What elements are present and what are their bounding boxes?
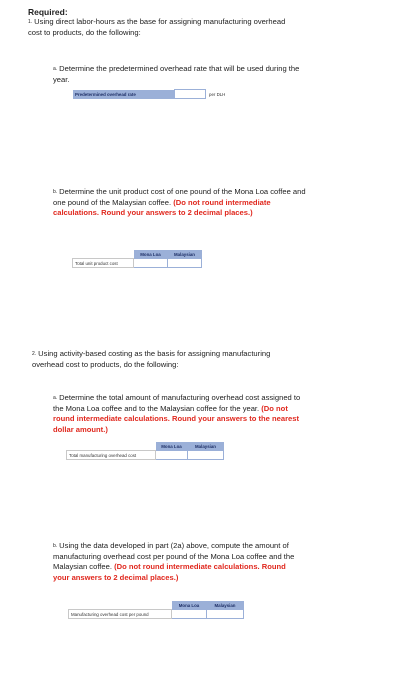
question-2a [53, 393, 303, 435]
overhead-total-mona-loa-input[interactable] [156, 451, 188, 460]
question-2a-note: (Do not round intermediate calculations. Round your answers to the nearest dollar amount.) [53, 403, 300, 434]
question-2b-text: Using the data developed in part (2a) above, compute the amount of manufacturing overhead cost per pound of the Mona Loa coffee and the Malaysian coffee. [53, 541, 295, 571]
unit-cost-table [72, 250, 202, 268]
overhead-total-malaysian-input[interactable] [188, 451, 224, 460]
overhead-per-pound-col-malaysian: Malaysian [207, 601, 244, 610]
question-1b [53, 187, 308, 219]
question-2a-number: a. [53, 395, 58, 401]
question-2a-text: Determine the total amount of manufacturing overhead cost assigned to the Mona Loa coffee and to the Malaysian coffee for the year. [53, 393, 301, 413]
question-1 [28, 17, 293, 38]
overhead-per-pound-mona-loa-input[interactable] [172, 610, 207, 619]
overhead-total-col-malaysian: Malaysian [188, 442, 224, 451]
rate-table [73, 89, 227, 99]
unit-cost-mona-loa-input[interactable] [134, 259, 168, 268]
rate-unit: per DLH [209, 91, 226, 97]
question-1b-note: (Do not round intermediate calculations. Round your answers to 2 decimal places.) [53, 197, 271, 217]
unit-cost-malaysian-input[interactable] [168, 259, 202, 268]
question-1-number: 1. [28, 19, 33, 25]
overhead-per-pound-malaysian-input[interactable] [207, 610, 244, 619]
question-2b-note: (Do not round intermediate calculations. Round your answers to 2 decimal places.) [53, 562, 286, 582]
unit-cost-col-mona-loa: Mona Loa [134, 250, 168, 259]
rate-input[interactable] [175, 90, 206, 99]
overhead-per-pound-col-mona-loa: Mona Loa [172, 601, 207, 610]
unit-cost-corner [73, 250, 134, 259]
overhead-per-pound-row-label: Manufacturing overhead cost per pound [69, 610, 172, 619]
question-1b-text: Determine the unit product cost of one pound of the Mona Loa coffee and one pound of the Malaysian coffee. [53, 187, 306, 207]
question-1a-text: Determine the predetermined overhead rate that will be used during the year. [53, 64, 300, 84]
question-2b [53, 541, 303, 583]
required-heading: Required: [28, 7, 68, 17]
overhead-per-pound-table [68, 601, 244, 619]
unit-cost-row-label: Total unit product cost [73, 259, 134, 268]
rate-row-label: Predetermined overhead rate [73, 90, 175, 99]
overhead-total-col-mona-loa: Mona Loa [156, 442, 188, 451]
unit-cost-col-malaysian: Malaysian [168, 250, 202, 259]
overhead-total-corner [67, 442, 156, 451]
question-1-text: Using direct labor-hours as the base for assigning manufacturing overhead cost to products, do the following: [28, 17, 286, 37]
question-1a [53, 64, 303, 85]
overhead-total-table [66, 442, 224, 460]
question-2-text: Using activity-based costing as the basis for assigning manufacturing overhead cost to products, do the following: [32, 349, 271, 369]
question-2-number: 2. [32, 351, 37, 357]
question-1b-number: b. [53, 189, 58, 195]
overhead-total-row-label: Total manufacturing overhead cost [67, 451, 156, 460]
question-2 [32, 349, 297, 370]
overhead-per-pound-corner [69, 601, 172, 610]
question-2b-number: b. [53, 543, 58, 549]
question-1a-number: a. [53, 66, 58, 72]
